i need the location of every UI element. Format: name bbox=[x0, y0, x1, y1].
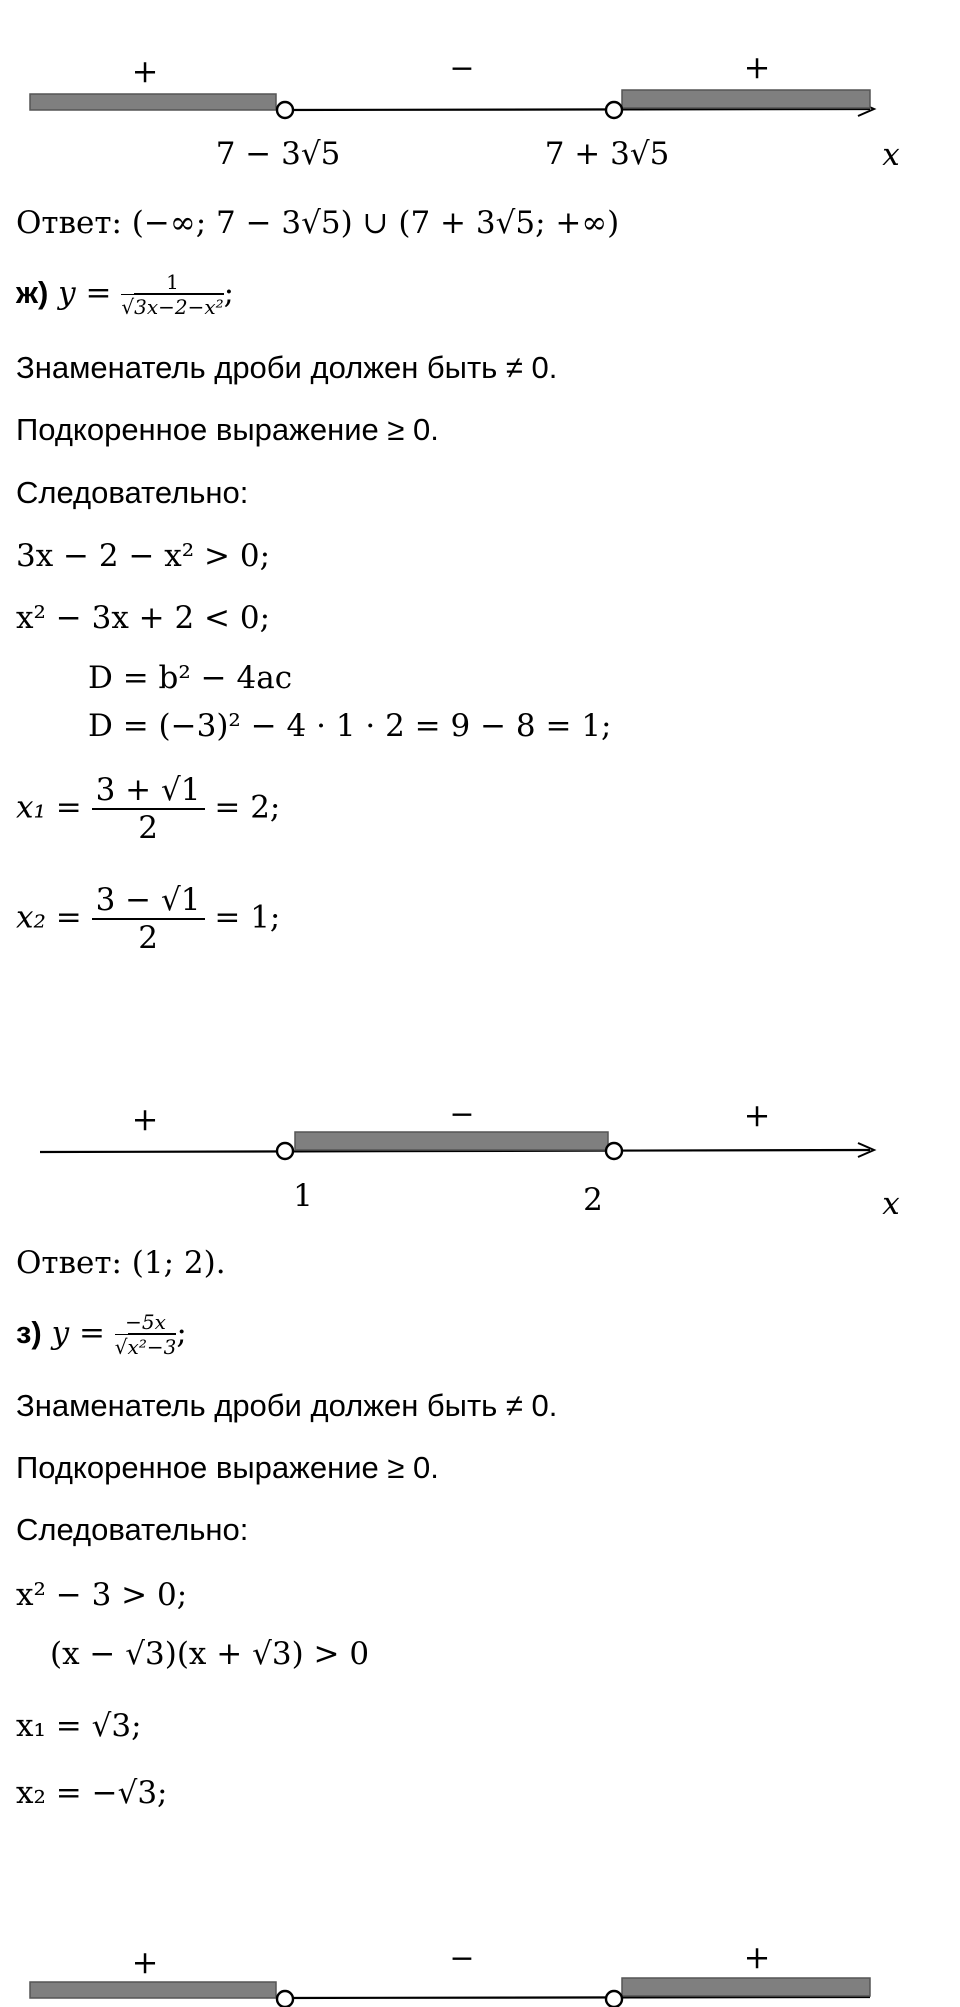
number-line-1 bbox=[0, 50, 960, 190]
point-b-label: 2 bbox=[583, 1182, 603, 1218]
part-z-radicand: x²−3 bbox=[127, 1335, 177, 1359]
zh-inequality-2: x² − 3x + 2 < 0; bbox=[16, 600, 271, 636]
z-root-1: x₁ = √3; bbox=[16, 1708, 142, 1744]
zh-root-1-fraction bbox=[92, 772, 205, 846]
part-zh-letter: ж) bbox=[16, 275, 49, 310]
part-zh-numerator: 1 bbox=[121, 270, 223, 295]
zh-root-2-rhs: = 1; bbox=[214, 899, 281, 936]
part-z-function bbox=[16, 1310, 187, 1359]
shaded-interval-left bbox=[30, 94, 276, 110]
sign-plus-right: + bbox=[743, 1940, 771, 1976]
zh-text-denominator: Знаменатель дроби должен быть ≠ 0. bbox=[16, 350, 558, 385]
point-a-label: 7 − 3√5 bbox=[215, 136, 341, 172]
shaded-interval-mid bbox=[295, 1132, 608, 1150]
part-zh-fraction bbox=[121, 270, 223, 319]
part-z-end: ; bbox=[176, 1315, 187, 1351]
zh-root-1-rhs: = 2; bbox=[214, 789, 281, 826]
zh-text-radicand: Подкоренное выражение ≥ 0. bbox=[16, 412, 439, 447]
part-zh-radicand: 3x−2−x² bbox=[134, 295, 224, 319]
sign-plus-left: + bbox=[131, 52, 159, 90]
shaded-interval-left bbox=[30, 1982, 276, 1998]
axis-line bbox=[276, 109, 870, 110]
z-factored: (x − √3)(x + √3) > 0 bbox=[50, 1636, 370, 1672]
z-root-2: x₂ = −√3; bbox=[16, 1775, 168, 1811]
part-z-fraction bbox=[115, 1310, 177, 1359]
zh-root-2-numerator: 3 − √1 bbox=[92, 882, 205, 920]
z-text-therefore: Следовательно: bbox=[16, 1512, 249, 1547]
point-b-label: 7 + 3√5 bbox=[544, 136, 670, 172]
open-point-b bbox=[606, 102, 622, 118]
open-point-b bbox=[606, 1991, 622, 2007]
part-z-lhs: y = bbox=[51, 1315, 105, 1351]
zh-root-1 bbox=[16, 772, 280, 846]
number-line-3 bbox=[0, 1940, 960, 2007]
sqrt-icon: √ bbox=[121, 295, 135, 319]
open-point-a bbox=[277, 102, 293, 118]
zh-root-2 bbox=[16, 882, 280, 956]
zh-root-2-denominator: 2 bbox=[138, 920, 158, 956]
zh-root-1-lhs: x₁ = bbox=[16, 789, 82, 826]
zh-root-1-numerator: 3 + √1 bbox=[92, 772, 205, 810]
part-zh-function bbox=[16, 270, 234, 319]
open-point-a bbox=[277, 1991, 293, 2007]
zh-root-2-lhs: x₂ = bbox=[16, 899, 82, 936]
sign-minus-mid: − bbox=[449, 1097, 475, 1132]
zh-discriminant-formula: D = b² − 4ac bbox=[88, 660, 293, 696]
zh-discriminant-calc: D = (−3)² − 4 · 1 · 2 = 9 − 8 = 1; bbox=[88, 708, 612, 744]
sign-minus-mid: − bbox=[449, 51, 475, 86]
part-z-letter: з) bbox=[16, 1315, 42, 1350]
axis-label: x bbox=[882, 1186, 900, 1222]
open-point-a bbox=[277, 1143, 293, 1159]
number-line-2 bbox=[0, 1090, 960, 1230]
sign-plus-right: + bbox=[743, 50, 771, 86]
sqrt-icon: √ bbox=[114, 1335, 128, 1359]
axis-label: x bbox=[882, 137, 900, 173]
point-a-label: 1 bbox=[293, 1178, 313, 1214]
answer-2: Ответ: (1; 2). bbox=[16, 1245, 226, 1281]
part-z-numerator: −5x bbox=[115, 1310, 177, 1335]
zh-root-2-fraction bbox=[92, 882, 205, 956]
axis-line bbox=[276, 1997, 870, 1998]
zh-inequality-1: 3x − 2 − x² > 0; bbox=[16, 538, 271, 574]
z-text-radicand: Подкоренное выражение ≥ 0. bbox=[16, 1450, 439, 1485]
shaded-interval-right bbox=[622, 1978, 870, 1996]
sign-plus-right: + bbox=[743, 1096, 771, 1134]
zh-text-therefore: Следовательно: bbox=[16, 475, 249, 510]
part-zh-lhs: y = bbox=[58, 275, 112, 311]
open-point-b bbox=[606, 1143, 622, 1159]
part-zh-end: ; bbox=[223, 275, 235, 311]
zh-root-1-denominator: 2 bbox=[138, 810, 158, 846]
z-inequality-1: x² − 3 > 0; bbox=[16, 1577, 188, 1613]
sign-plus-left: + bbox=[131, 1100, 159, 1138]
z-text-denominator: Знаменатель дроби должен быть ≠ 0. bbox=[16, 1388, 558, 1423]
shaded-interval-right bbox=[622, 90, 870, 108]
sign-minus-mid: − bbox=[449, 1941, 475, 1976]
sign-plus-left: + bbox=[131, 1943, 159, 1981]
answer-1: Ответ: (−∞; 7 − 3√5) ∪ (7 + 3√5; +∞) bbox=[16, 205, 620, 241]
